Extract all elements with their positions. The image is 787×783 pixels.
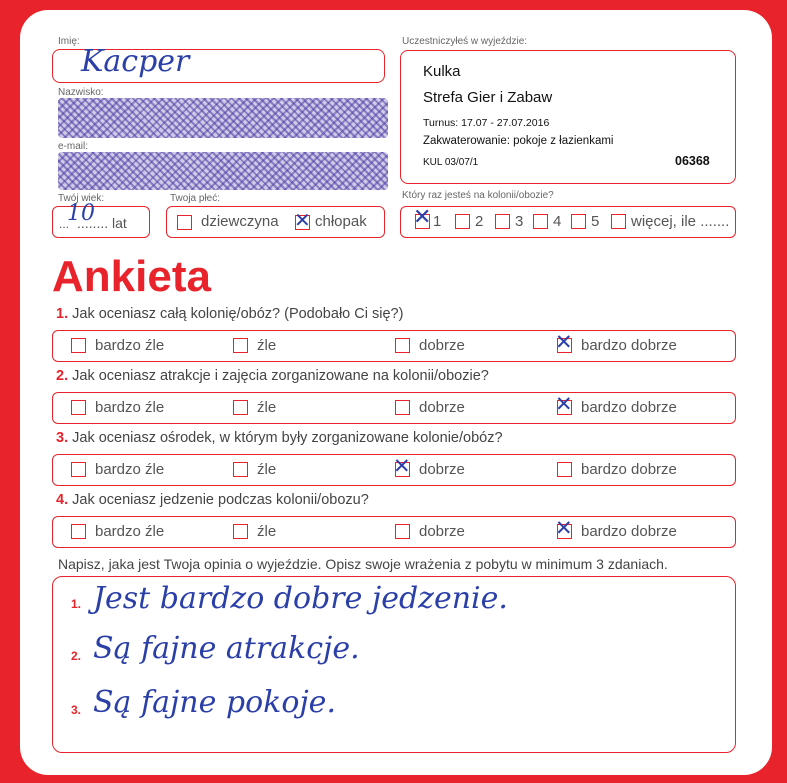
question-2-title — [56, 368, 489, 384]
rating-option-label: bardzo dobrze — [581, 523, 677, 540]
ktory-raz-field — [400, 206, 736, 238]
wiek-dots: ... — [59, 217, 70, 231]
nazwisko-redacted — [58, 98, 388, 138]
question-2-options — [52, 392, 736, 424]
wyjazd-box — [400, 50, 736, 184]
checkbox-q1-option-1[interactable] — [71, 338, 86, 353]
rating-option-label: bardzo dobrze — [581, 399, 677, 416]
wyjazd-label: Uczestniczyłeś w wyjeździe: — [402, 36, 528, 47]
checkbox-q4-option-1[interactable] — [71, 524, 86, 539]
question-number: 4. — [56, 492, 69, 508]
rating-option-label: bardzo źle — [95, 337, 165, 354]
checkbox-q3-option-3[interactable] — [393, 454, 411, 478]
checkbox-q1-option-4[interactable] — [555, 330, 573, 354]
checkbox-q4-option-3[interactable] — [395, 524, 410, 539]
question-number: 1. — [56, 306, 69, 322]
checkbox-q2-option-1[interactable] — [71, 400, 86, 415]
opinion-num-2: 2. — [71, 649, 82, 663]
question-number: 2. — [56, 368, 69, 384]
page-title: Ankieta — [52, 252, 211, 301]
wyjazd-turnus: Turnus: 17.07 - 27.07.2016 — [423, 117, 550, 129]
rating-option-label: źle — [257, 523, 277, 540]
checkbox-chlopak[interactable] — [294, 208, 311, 232]
question-number: 3. — [56, 430, 69, 446]
question-3-options — [52, 454, 736, 486]
opinion-line-2: Są fajne atrakcje. — [93, 631, 360, 666]
checkbox-q2-option-2[interactable] — [233, 400, 248, 415]
email-redacted — [58, 152, 388, 190]
raz-option-3: 3 — [515, 213, 524, 230]
checkbox-raz-5[interactable] — [571, 214, 586, 229]
rating-option-label: bardzo źle — [95, 399, 165, 416]
imie-label: Imię: — [58, 36, 80, 47]
checkbox-q3-option-4[interactable] — [557, 462, 572, 477]
wiek-label: Twój wiek: — [58, 193, 105, 204]
checkbox-q3-option-1[interactable] — [71, 462, 86, 477]
raz-option-2: 2 — [475, 213, 484, 230]
wyjazd-name: Kulka — [423, 63, 461, 80]
rating-option-label: dobrze — [419, 337, 465, 354]
plec-label: Twoja płeć: — [170, 193, 221, 204]
wiek-value: 10 — [67, 201, 95, 226]
question-1-title — [56, 306, 403, 322]
check-mark-icon: ✕ — [413, 205, 432, 230]
question-text: Jak oceniasz ośrodek, w którym były zorganizowane kolonie/obóz? — [72, 430, 503, 446]
checkbox-raz-3[interactable] — [495, 214, 510, 229]
wyjazd-code: KUL 03/07/1 — [423, 157, 479, 168]
check-mark-icon: ✕ — [555, 516, 573, 540]
question-text: Jak oceniasz atrakcje i zajęcia zorganizowane na kolonii/obozie? — [72, 368, 489, 384]
opinion-field[interactable] — [52, 576, 736, 753]
rating-option-label: dobrze — [419, 461, 465, 478]
wyjazd-zakwaterowanie: Zakwaterowanie: pokoje z łazienkami — [423, 135, 614, 147]
plec-option-chlopak: chłopak — [315, 213, 367, 230]
rating-option-label: bardzo dobrze — [581, 461, 677, 478]
check-mark-icon: ✕ — [555, 392, 573, 416]
checkbox-q3-option-2[interactable] — [233, 462, 248, 477]
checkbox-q1-option-2[interactable] — [233, 338, 248, 353]
wiek-unit: ........ lat — [77, 215, 127, 231]
question-text: Jak oceniasz jedzenie podczas kolonii/obozu? — [72, 492, 369, 508]
opinion-num-3: 3. — [71, 703, 82, 717]
checkbox-q4-option-4[interactable] — [555, 516, 573, 540]
question-3-title — [56, 430, 503, 446]
checkbox-raz-1[interactable] — [413, 205, 432, 230]
rating-option-label: źle — [257, 337, 277, 354]
rating-option-label: źle — [257, 399, 277, 416]
ktory-raz-label: Który raz jesteś na kolonii/obozie? — [402, 190, 554, 201]
wyjazd-program: Strefa Gier i Zabaw — [423, 89, 553, 106]
wiek-field[interactable] — [52, 201, 150, 238]
rating-option-label: dobrze — [419, 523, 465, 540]
raz-option-wiecej: więcej, ile ....... — [631, 213, 730, 230]
raz-option-5: 5 — [591, 213, 600, 230]
checkbox-q4-option-2[interactable] — [233, 524, 248, 539]
checkbox-q2-option-4[interactable] — [555, 392, 573, 416]
imie-value: Kacper — [81, 44, 190, 79]
question-4-title — [56, 492, 369, 508]
checkbox-q1-option-3[interactable] — [395, 338, 410, 353]
imie-field[interactable] — [52, 44, 385, 83]
raz-option-1: 1 — [433, 213, 442, 230]
rating-option-label: dobrze — [419, 399, 465, 416]
check-mark-icon: ✕ — [393, 454, 411, 478]
wyjazd-number: 06368 — [675, 154, 710, 168]
checkbox-raz-4[interactable] — [533, 214, 548, 229]
opinion-num-1: 1. — [71, 597, 82, 611]
rating-option-label: bardzo źle — [95, 523, 165, 540]
checkbox-dziewczyna[interactable] — [177, 215, 192, 230]
raz-option-4: 4 — [553, 213, 562, 230]
opinion-line-1: Jest bardzo dobre jedzenie. — [93, 581, 508, 616]
checkbox-q2-option-3[interactable] — [395, 400, 410, 415]
rating-option-label: źle — [257, 461, 277, 478]
plec-field — [166, 206, 385, 238]
question-4-options — [52, 516, 736, 548]
rating-option-label: bardzo dobrze — [581, 337, 677, 354]
opinion-line-3: Są fajne pokoje. — [93, 685, 336, 720]
checkbox-raz-2[interactable] — [455, 214, 470, 229]
check-mark-icon: ✕ — [555, 330, 573, 354]
email-label: e-mail: — [58, 141, 89, 152]
rating-option-label: bardzo źle — [95, 461, 165, 478]
opinion-prompt: Napisz, jaka jest Twoja opinia o wyjeździe. Opisz swoje wrażenia z pobytu w minimum 3 zdaniach. — [58, 556, 668, 572]
question-1-options — [52, 330, 736, 362]
nazwisko-label: Nazwisko: — [58, 87, 104, 98]
plec-option-dziewczyna: dziewczyna — [201, 213, 279, 230]
checkbox-raz-wiecej[interactable] — [611, 214, 626, 229]
check-mark-icon: ✕ — [294, 208, 311, 232]
question-text: Jak oceniasz całą kolonię/obóz? (Podobało Ci się?) — [72, 306, 404, 322]
